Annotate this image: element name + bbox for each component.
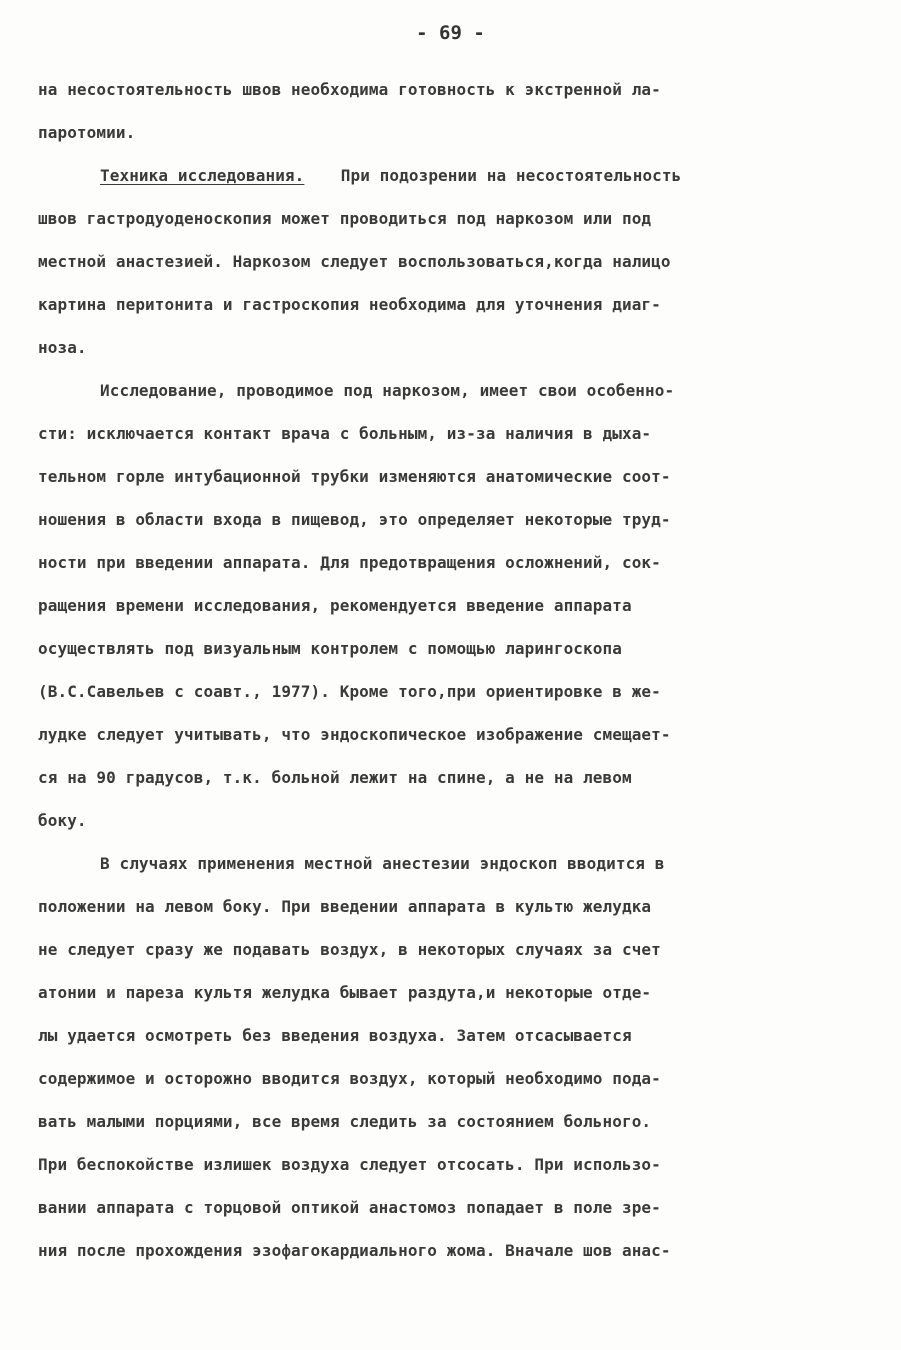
text-line: ности при введении аппарата. Для предотвращения осложнений, сок- [38,553,661,572]
text-line: швов гастродуоденоскопия может проводиться под наркозом или под [38,209,652,228]
text-line: паротомии. [38,123,136,142]
text-line: не следует сразу же подавать воздух, в некоторых случаях за счет [38,940,661,959]
text-line: ся на 90 градусов, т.к. больной лежит на спине, а не на левом [38,768,632,787]
text-line: В случаях применения местной анестезии эндоскоп вводится в [100,854,665,873]
text-line: содержимое и осторожно вводится воздух, который необходимо пода- [38,1069,661,1088]
text-line: боку. [38,811,87,830]
page-number: - 69 - [416,22,485,44]
text-line: (В.С.Савельев с соавт., 1977). Кроме того,при ориентировке в же- [38,682,661,701]
text-line: При подозрении на несостоятельность [331,166,682,185]
text-line: Исследование, проводимое под наркозом, имеет свои особенно- [100,381,675,400]
text-line: ния после прохождения эзофагокардиального жома. Вначале шов анас- [38,1241,671,1260]
text-line: сти: исключается контакт врача с больным, из-за наличия в дыха- [38,424,652,443]
text-line: При беспокойстве излишек воздуха следует отсосать. При использо- [38,1155,661,1174]
section-heading: Техника исследования. [100,166,305,185]
text-line: лы удается осмотреть без введения воздуха. Затем отсасывается [38,1026,632,1045]
text-line: на несостоятельность швов необходима готовность к экстренной ла- [38,80,661,99]
text-line: лудке следует учитывать, что эндоскопическое изображение смещает- [38,725,671,744]
text-line: картина перитонита и гастроскопия необходима для уточнения диаг- [38,295,661,314]
text-line: вать малыми порциями, все время следить за состоянием больного. [38,1112,652,1131]
text-line: атонии и пареза культя желудка бывает раздута,и некоторые отде- [38,983,652,1002]
text-line: ращения времени исследования, рекомендуется введение аппарата [38,596,632,615]
text-line: положении на левом боку. При введении аппарата в культю желудка [38,897,652,916]
text-line: осуществлять под визуальным контролем с помощью ларингоскопа [38,639,622,658]
text-line: вании аппарата с торцовой оптикой анастомоз попадает в поле зре- [38,1198,661,1217]
text-line: ношения в области входа в пищевод, это определяет некоторые труд- [38,510,671,529]
text-line: ноза. [38,338,87,357]
text-line: тельном горле интубационной трубки изменяются анатомические соот- [38,467,671,486]
text-line: местной анастезией. Наркозом следует воспользоваться,когда налицо [38,252,671,271]
